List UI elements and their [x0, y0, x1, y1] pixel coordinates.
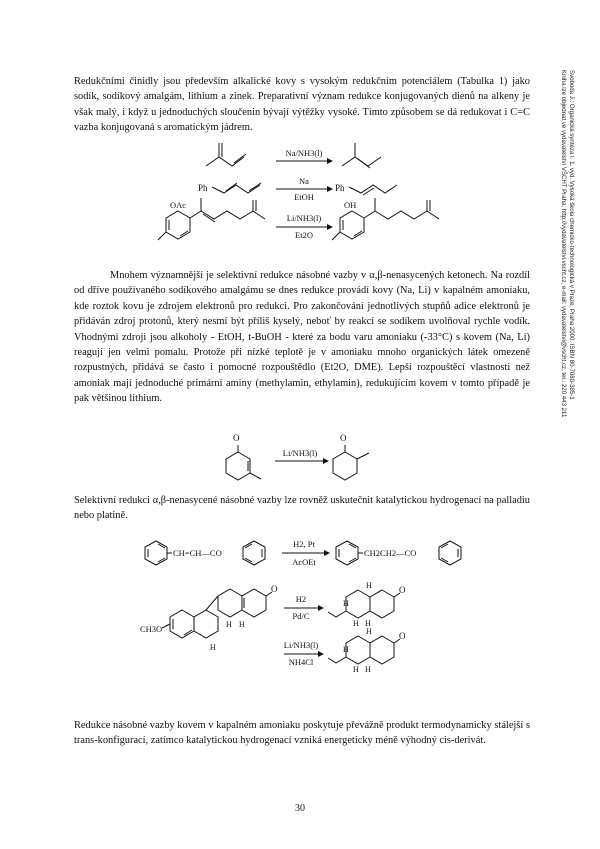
methoxy-label: CH3O: [140, 624, 163, 634]
h-label-cis-top: H: [366, 581, 372, 590]
methylcyclohexanone: [333, 433, 369, 480]
h-label-enone-1: H: [226, 620, 232, 629]
solvent-et2o: Et2O: [295, 230, 313, 240]
h-label-cis-2: H: [353, 619, 359, 628]
arrowhead-2: [327, 186, 333, 192]
solvent-etoh: EtOH: [294, 192, 314, 202]
oxygen-label-product: O: [340, 433, 347, 443]
arrowhead-cyclohexenone: [323, 458, 329, 464]
h-label-trans-2: H: [353, 665, 359, 674]
methylcyclohexenone: [226, 433, 261, 480]
paragraph-catalytic-hydrogenation: Selektivní redukci α,β-nenasycené násobné vazby lze rovněž uskutečnit katalytickou hydrogenací na palladiu nebo platině.: [74, 495, 530, 522]
hydroxyl-label: OH: [344, 200, 357, 210]
reagent-h2-pt: H2, Pt: [293, 539, 315, 549]
chalcone-chain: CH=CH—CO: [173, 548, 222, 558]
scheme-cyclohexenone-reduction: [215, 430, 385, 486]
steroid-enone-reactant: [140, 584, 278, 652]
quench-nh4cl: NH4Cl: [288, 657, 314, 667]
paragraph-enone-reduction: Mnohem významnější je selektivní redukce násobné vazby v α,β-nenasycených ketonech. Na rozdíl od dříve používaného sodíkového amalgámu se dnes redukce provádí kovy (Na, Li) v kapalném amoniaku, kde roztok kovu je zdrojem elektronů pro redukci. Pro zakončování jednotlivých stupňů adice elektronů je přidáván zdroj protonů, který nesmí být příliš kyselý, neboť by reakcí se sodíkem uvolňoval rychle vodík. Vhodnými zdroji jsou alkoholy - EtOH, t-BuOH - které za bodu varu amoniaku (-33°C) s kovem (Na, Li) reagují jen velmi pomalu. Protože při nízké teplotě je v amoniaku mnoho organických látek omezeně rozpustných, přidává se často i pomocné rozpouštědlo (Et2O, DME). Lepší rozpouštěcí vlastnosti než amoniak mají jednoduché primární aminy (methylamin, ethylamin), redukujícím kovem v tomto případě je pak většinou lithium.: [74, 270, 530, 405]
phenyl-label-reactant: Ph: [198, 183, 208, 193]
h-label-cis-3: H: [365, 619, 371, 628]
reagent-h2: H2: [295, 594, 307, 604]
acetate-label: OAc: [170, 200, 187, 210]
diene-reactant: [206, 143, 246, 166]
reagent-li-nh3-2: Li/NH3(l): [282, 448, 318, 458]
h-label-trans-3: H: [365, 665, 371, 674]
solvent-acoet: AcOEt: [292, 557, 316, 567]
arrowhead-3: [327, 224, 333, 230]
page-number: 30: [295, 803, 305, 814]
reagent-na-nh3: Na/NH3(l): [285, 148, 323, 158]
reagent-li-nh3: Li/NH3(l): [286, 213, 322, 223]
h-label-enone-2: H: [239, 620, 245, 629]
oxygen-label-enone: O: [271, 584, 278, 594]
trans-decalone-product: [328, 627, 406, 674]
chalcone-reactant: [145, 541, 265, 565]
h-label-trans-top: H: [366, 627, 372, 636]
citation-sidebar: [558, 70, 575, 417]
oxygen-label-reactant: O: [233, 433, 240, 443]
phenylbutadiene: [212, 183, 261, 193]
arrowhead-h2-pdc: [318, 605, 324, 611]
oxygen-label-cis: O: [399, 585, 406, 595]
paragraph-reducing-agents: Redukčními činidly jsou především alkalické kovy s vysokým redukčním potenciálem (Tabulka 1) jako sodík, sodíkový amalgám, lithium a zinek. Preparativní význam redukce konjugovaných dienů na alkeny je však malý, i když u jednoduchých sloučenin bývají výtěžky vysoké. Tímto způsobem se dá redukovat i C=C vazba konjugovaná s aromatickým jádrem.: [74, 76, 530, 134]
arrowhead-li-nh3: [318, 651, 324, 657]
cis-decalone-product: [328, 581, 406, 628]
reagent-na: Na: [299, 176, 309, 186]
citation-line-1: Svoboda J.: Organická syntéza I. 1. vyd. Vysoká škola chemicko-technologická v Praze, Praha 2000. ISBN 80-7080-385-1: [568, 70, 575, 400]
arrowhead-1: [327, 158, 333, 164]
scheme-catalytic-hydrogenation: [140, 528, 470, 678]
dihydrochalcone-chain: CH2CH2—CO: [364, 548, 417, 558]
h-label-trans-1: H: [343, 645, 349, 654]
alkene-product: [342, 143, 381, 168]
phenyl-label-product: Ph: [335, 183, 345, 193]
h-label-enone-3: H: [210, 643, 216, 652]
scheme-diene-reductions: [130, 140, 450, 258]
arrowhead-h2-pt: [324, 550, 330, 556]
citation-line-2: Kniha lze objednat ve vydavatelství VŠCHT Praha, http://vydavatelstvi.vscht.cz, e-mail: vydavatelstvi@vscht.cz, tel.: 220 443 211: [559, 70, 567, 418]
oxygen-label-trans: O: [399, 631, 406, 641]
phenylbutene: [349, 185, 397, 195]
catalyst-pdc: Pd/C: [292, 611, 310, 621]
reagent-li-nh3-3: Li/NH3(l): [283, 640, 319, 650]
h-label-cis-1: H: [343, 599, 349, 608]
paragraph-stereochemistry: Redukce násobné vazby kovem v kapalném amoniaku poskytuje převážně produkt termodynamicky stálejší s trans-konfigurací, zatímco katalytickou hydrogenací vzniká energeticky méně výhodný cis-derivát.: [74, 720, 530, 747]
dihydrochalcone-product: [336, 541, 461, 565]
